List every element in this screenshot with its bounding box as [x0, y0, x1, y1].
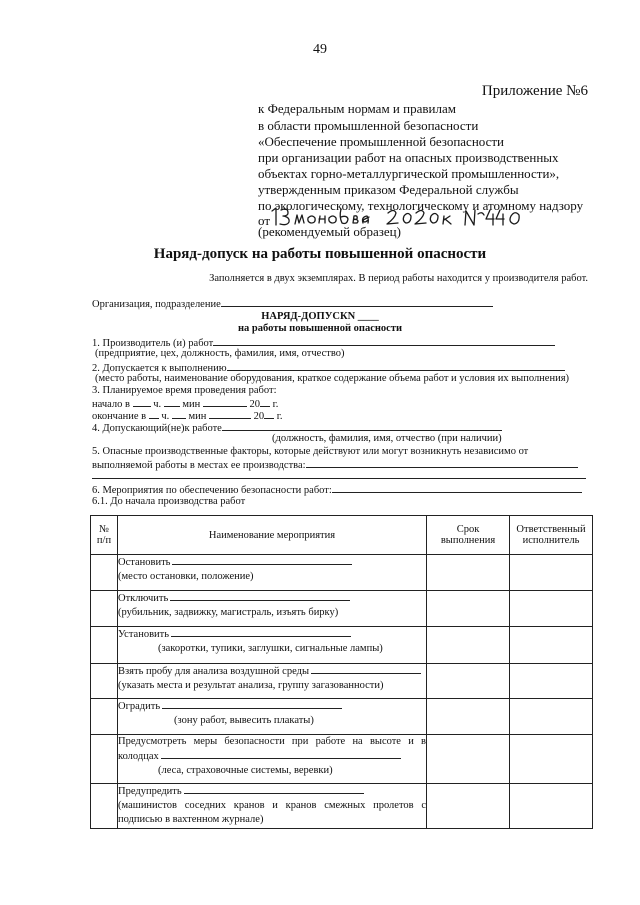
measure-cell [118, 664, 427, 699]
field-2-hint: (место работы, наименование оборудования, краткое содержание объема работ и условия их выполнения) [95, 373, 570, 384]
row-number-cell[interactable] [91, 699, 118, 735]
measure-hint: (указать места и результат анализа, группу загазованности) [118, 680, 384, 691]
year-prefix: 20 [253, 411, 265, 422]
table-row [91, 735, 593, 784]
table-header-row [91, 516, 593, 555]
measure-line [118, 627, 426, 642]
field-5-line-2 [92, 458, 578, 471]
form-header: НАРЯД-ДОПУСКN ____ [261, 311, 379, 322]
field-2-label: 2. Допускается к выполнению [92, 363, 227, 374]
measure-line [118, 664, 426, 679]
measure-cell [118, 699, 427, 735]
reference-line: при организации работ на опасных производственных [258, 150, 559, 165]
deadline-cell[interactable] [427, 784, 510, 829]
field-6-blank[interactable] [332, 483, 582, 493]
min-unit: мин [188, 411, 207, 422]
row-number-cell[interactable] [91, 627, 118, 664]
field-3-label: 3. Планируемое время проведения работ: [92, 385, 277, 396]
row-number-cell[interactable] [91, 735, 118, 784]
table-row [91, 627, 593, 664]
end-hour-blank[interactable] [149, 409, 159, 419]
table-row [91, 784, 593, 829]
measure-action: Предусмотреть меры безопасности при работе на высоте и в колодцах [118, 736, 426, 762]
page-number: 49 [313, 42, 327, 57]
start-hour-blank[interactable] [133, 397, 151, 407]
document-title: Наряд-допуск на работы повышенной опасности [153, 246, 487, 262]
measure-hint: (зону работ, вывесить плакаты) [174, 715, 314, 726]
col-header-responsible: Ответственный исполнитель [510, 516, 593, 555]
field-5-line-1: 5. Опасные производственные факторы, которые действуют или могут возникнуть независимо от [92, 446, 529, 457]
responsible-cell[interactable] [510, 784, 593, 829]
start-date-blank[interactable] [203, 397, 247, 407]
responsible-cell[interactable] [510, 591, 593, 627]
field-6-label: 6. Мероприятия по обеспечению безопасности работ: [92, 485, 332, 496]
field-1-blank[interactable] [213, 336, 555, 346]
end-date-blank[interactable] [209, 409, 251, 419]
measure-cell [118, 784, 427, 829]
measure-hint: (машинистов соседних кранов и кранов смежных пролетов с подписью в вахтенном журнале) [118, 800, 426, 825]
measure-line [118, 555, 426, 570]
reference-line: к Федеральным нормам и правилам [258, 101, 456, 116]
reference-line: по экологическому, технологическому и атомному надзору [258, 198, 584, 213]
responsible-cell[interactable] [510, 627, 593, 664]
responsible-cell[interactable] [510, 664, 593, 699]
field-2-blank[interactable] [227, 361, 565, 371]
measure-hint: (рубильник, задвижку, магистраль, изъять бирку) [118, 607, 339, 618]
responsible-cell[interactable] [510, 699, 593, 735]
col-header-deadline: Срок выполнения [427, 516, 510, 555]
measure-line [118, 591, 426, 606]
table-row [91, 664, 593, 699]
year-suffix: г. [272, 399, 279, 410]
measure-blank[interactable] [184, 784, 364, 794]
reference-line: «Обеспечение промышленной безопасности [258, 134, 505, 149]
row-number-cell[interactable] [91, 784, 118, 829]
measure-action: Отключить [118, 593, 169, 604]
measure-cell [118, 555, 427, 591]
safety-measures-table [90, 515, 593, 829]
col-header-measure: Наименование мероприятия [118, 516, 427, 555]
deadline-cell[interactable] [427, 699, 510, 735]
col-header-number: № п/п [91, 516, 118, 555]
start-min-blank[interactable] [164, 397, 180, 407]
start-label: начало в [92, 399, 130, 410]
date-prefix: от [258, 213, 271, 228]
measure-action: Взять пробу для анализа воздушной среды [118, 666, 309, 677]
responsible-cell[interactable] [510, 555, 593, 591]
deadline-cell[interactable] [427, 591, 510, 627]
measure-line [118, 784, 426, 799]
year-prefix: 20 [249, 399, 261, 410]
table-row [91, 591, 593, 627]
deadline-cell[interactable] [427, 627, 510, 664]
organization-blank[interactable] [221, 297, 493, 307]
fill-instructions: Заполняется в двух экземплярах. В период работы находится у производителя работ. [209, 273, 588, 284]
recommended-sample-note: (рекомендуемый образец) [258, 224, 401, 239]
organization-label: Организация, подразделение [92, 299, 221, 310]
row-number-cell[interactable] [91, 555, 118, 591]
end-label: окончание в [92, 411, 147, 422]
table-row [91, 555, 593, 591]
organization-field [92, 297, 493, 310]
measure-blank[interactable] [162, 699, 342, 709]
measure-cell [118, 591, 427, 627]
field-1-hint: (предприятие, цех, должность, фамилия, имя, отчество) [95, 348, 345, 359]
measure-blank[interactable] [172, 555, 352, 565]
measure-line [118, 699, 426, 714]
measure-cell [118, 735, 427, 784]
annex-title: Приложение №6 [481, 83, 588, 99]
table-row [91, 699, 593, 735]
hour-unit: ч. [161, 411, 170, 422]
field-5-blank[interactable] [306, 458, 578, 468]
deadline-cell[interactable] [427, 735, 510, 784]
measure-hint: (место остановки, положение) [118, 571, 254, 582]
row-number-cell[interactable] [91, 664, 118, 699]
field-5-extra-line[interactable] [92, 478, 586, 479]
reference-line: объектах горно-металлургической промышленности», [258, 166, 560, 181]
min-unit: мин [182, 399, 201, 410]
field-1-label: 1. Производитель (и) работ [92, 338, 214, 349]
measure-hint: (леса, страховочные системы, веревки) [158, 765, 333, 776]
measure-action: Предупредить [118, 786, 182, 797]
measure-action: Установить [118, 629, 170, 640]
measure-blank[interactable] [171, 627, 351, 637]
measure-blank[interactable] [311, 664, 421, 674]
field-5-label: выполняемой работы в местах ее производства: [92, 460, 306, 471]
deadline-cell[interactable] [427, 664, 510, 699]
reference-line: утвержденным приказом Федеральной службы [258, 182, 519, 197]
measure-cell [118, 627, 427, 664]
end-year-blank[interactable] [264, 409, 274, 419]
field-4-hint: (должность, фамилия, имя, отчество (при наличии) [272, 433, 502, 444]
start-year-blank[interactable] [260, 397, 270, 407]
responsible-cell[interactable] [510, 735, 593, 784]
measure-blank[interactable] [161, 749, 401, 759]
table-body [91, 555, 593, 829]
field-4-blank[interactable] [222, 421, 502, 431]
field-4-label: 4. Допускающий(не)к работе [92, 423, 222, 434]
measure-blank[interactable] [170, 591, 350, 601]
field-6 [92, 483, 582, 496]
year-suffix: г. [276, 411, 283, 422]
row-number-cell[interactable] [91, 591, 118, 627]
hour-unit: ч. [153, 399, 162, 410]
field-6-1-label: 6.1. До начала производства работ [92, 496, 246, 507]
form-subheader: на работы повышенной опасности [237, 323, 403, 334]
measure-action: Оградить [118, 701, 161, 712]
measure-line [118, 735, 426, 764]
measure-hint: (закоротки, тупики, заглушки, сигнальные лампы) [158, 643, 383, 654]
measure-action: Остановить [118, 557, 171, 568]
deadline-cell[interactable] [427, 555, 510, 591]
end-min-blank[interactable] [172, 409, 186, 419]
reference-line: в области промышленной безопасности [258, 118, 479, 133]
